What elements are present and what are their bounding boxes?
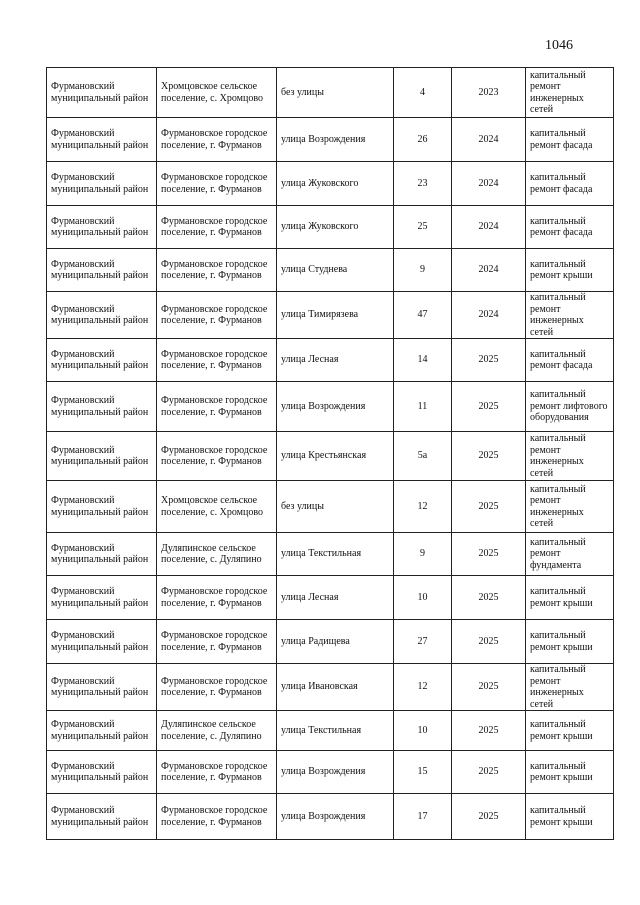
work-type-cell: капитальный ремонт крыши <box>526 711 614 751</box>
table-row <box>47 292 614 339</box>
work-type-cell: капитальный ремонт инженерных сетей <box>526 481 614 533</box>
work-type-cell: капитальный ремонт крыши <box>526 249 614 292</box>
district-cell: Фурмановский муниципальный район <box>47 249 157 292</box>
district-cell: Фурмановский муниципальный район <box>47 751 157 794</box>
settlement-cell: Фурмановское городское поселение, г. Фурманов <box>157 118 277 162</box>
work-type-cell: капитальный ремонт крыши <box>526 576 614 620</box>
street-cell: без улицы <box>277 481 394 533</box>
district-cell: Фурмановский муниципальный район <box>47 292 157 339</box>
work-type-cell: капитальный ремонт крыши <box>526 620 614 664</box>
house-number-cell: 11 <box>394 382 452 432</box>
district-cell: Фурмановский муниципальный район <box>47 481 157 533</box>
settlement-cell: Хромцовское сельское поселение, с. Хромцово <box>157 481 277 533</box>
work-type-cell: капитальный ремонт фасада <box>526 206 614 249</box>
table-row <box>47 206 614 249</box>
street-cell: улица Радищева <box>277 620 394 664</box>
year-cell: 2025 <box>452 432 526 481</box>
settlement-cell: Фурмановское городское поселение, г. Фурманов <box>157 620 277 664</box>
work-type-cell: капитальный ремонт фундамента <box>526 533 614 576</box>
settlement-cell: Фурмановское городское поселение, г. Фурманов <box>157 162 277 206</box>
district-cell: Фурмановский муниципальный район <box>47 206 157 249</box>
settlement-cell: Фурмановское городское поселение, г. Фурманов <box>157 751 277 794</box>
table-row <box>47 576 614 620</box>
house-number-cell: 10 <box>394 576 452 620</box>
housing-repair-table <box>46 67 614 840</box>
year-cell: 2025 <box>452 576 526 620</box>
house-number-cell: 26 <box>394 118 452 162</box>
year-cell: 2024 <box>452 206 526 249</box>
year-cell: 2025 <box>452 481 526 533</box>
house-number-cell: 5а <box>394 432 452 481</box>
work-type-cell: капитальный ремонт фасада <box>526 162 614 206</box>
settlement-cell: Фурмановское городское поселение, г. Фурманов <box>157 249 277 292</box>
street-cell: улица Возрождения <box>277 794 394 840</box>
year-cell: 2025 <box>452 620 526 664</box>
house-number-cell: 9 <box>394 249 452 292</box>
district-cell: Фурмановский муниципальный район <box>47 794 157 840</box>
work-type-cell: капитальный ремонт инженерных сетей <box>526 292 614 339</box>
district-cell: Фурмановский муниципальный район <box>47 339 157 382</box>
street-cell: улица Студнева <box>277 249 394 292</box>
street-cell: улица Возрождения <box>277 751 394 794</box>
street-cell: улица Возрождения <box>277 382 394 432</box>
house-number-cell: 9 <box>394 533 452 576</box>
year-cell: 2025 <box>452 339 526 382</box>
house-number-cell: 47 <box>394 292 452 339</box>
table-row <box>47 382 614 432</box>
settlement-cell: Фурмановское городское поселение, г. Фурманов <box>157 339 277 382</box>
work-type-cell: капитальный ремонт крыши <box>526 794 614 840</box>
house-number-cell: 25 <box>394 206 452 249</box>
table-row <box>47 664 614 711</box>
table-row <box>47 620 614 664</box>
street-cell: улица Крестьянская <box>277 432 394 481</box>
table-row <box>47 68 614 118</box>
year-cell: 2025 <box>452 751 526 794</box>
street-cell: улица Тимирязева <box>277 292 394 339</box>
district-cell: Фурмановский муниципальный район <box>47 382 157 432</box>
table-row <box>47 533 614 576</box>
year-cell: 2025 <box>452 382 526 432</box>
district-cell: Фурмановский муниципальный район <box>47 620 157 664</box>
street-cell: улица Ивановская <box>277 664 394 711</box>
settlement-cell: Дуляпинское сельское поселение, с. Дуляпино <box>157 711 277 751</box>
table-row <box>47 794 614 840</box>
street-cell: улица Лесная <box>277 576 394 620</box>
year-cell: 2023 <box>452 68 526 118</box>
settlement-cell: Дуляпинское сельское поселение, с. Дуляпино <box>157 533 277 576</box>
year-cell: 2025 <box>452 711 526 751</box>
table-row <box>47 339 614 382</box>
settlement-cell: Фурмановское городское поселение, г. Фурманов <box>157 292 277 339</box>
table-row <box>47 481 614 533</box>
year-cell: 2025 <box>452 533 526 576</box>
street-cell: без улицы <box>277 68 394 118</box>
work-type-cell: капитальный ремонт лифтового оборудования <box>526 382 614 432</box>
street-cell: улица Текстильная <box>277 711 394 751</box>
house-number-cell: 17 <box>394 794 452 840</box>
house-number-cell: 12 <box>394 481 452 533</box>
street-cell: улица Возрождения <box>277 118 394 162</box>
work-type-cell: капитальный ремонт крыши <box>526 751 614 794</box>
year-cell: 2024 <box>452 249 526 292</box>
table-row <box>47 751 614 794</box>
house-number-cell: 14 <box>394 339 452 382</box>
district-cell: Фурмановский муниципальный район <box>47 162 157 206</box>
year-cell: 2024 <box>452 118 526 162</box>
settlement-cell: Фурмановское городское поселение, г. Фурманов <box>157 576 277 620</box>
house-number-cell: 4 <box>394 68 452 118</box>
year-cell: 2025 <box>452 664 526 711</box>
table-row <box>47 711 614 751</box>
street-cell: улица Жуковского <box>277 206 394 249</box>
page-number: 1046 <box>545 38 573 53</box>
table-body <box>47 68 614 840</box>
district-cell: Фурмановский муниципальный район <box>47 118 157 162</box>
district-cell: Фурмановский муниципальный район <box>47 576 157 620</box>
street-cell: улица Лесная <box>277 339 394 382</box>
work-type-cell: капитальный ремонт инженерных сетей <box>526 432 614 481</box>
district-cell: Фурмановский муниципальный район <box>47 432 157 481</box>
house-number-cell: 15 <box>394 751 452 794</box>
year-cell: 2025 <box>452 794 526 840</box>
house-number-cell: 12 <box>394 664 452 711</box>
table-row <box>47 162 614 206</box>
district-cell: Фурмановский муниципальный район <box>47 68 157 118</box>
work-type-cell: капитальный ремонт фасада <box>526 339 614 382</box>
work-type-cell: капитальный ремонт инженерных сетей <box>526 664 614 711</box>
district-cell: Фурмановский муниципальный район <box>47 711 157 751</box>
house-number-cell: 10 <box>394 711 452 751</box>
table-row <box>47 118 614 162</box>
settlement-cell: Фурмановское городское поселение, г. Фурманов <box>157 664 277 711</box>
settlement-cell: Фурмановское городское поселение, г. Фурманов <box>157 382 277 432</box>
district-cell: Фурмановский муниципальный район <box>47 533 157 576</box>
settlement-cell: Хромцовское сельское поселение, с. Хромцово <box>157 68 277 118</box>
street-cell: улица Жуковского <box>277 162 394 206</box>
settlement-cell: Фурмановское городское поселение, г. Фурманов <box>157 206 277 249</box>
district-cell: Фурмановский муниципальный район <box>47 664 157 711</box>
settlement-cell: Фурмановское городское поселение, г. Фурманов <box>157 432 277 481</box>
table-row <box>47 249 614 292</box>
year-cell: 2024 <box>452 292 526 339</box>
work-type-cell: капитальный ремонт фасада <box>526 118 614 162</box>
table-row <box>47 432 614 481</box>
work-type-cell: капитальный ремонт инженерных сетей <box>526 68 614 118</box>
house-number-cell: 23 <box>394 162 452 206</box>
house-number-cell: 27 <box>394 620 452 664</box>
settlement-cell: Фурмановское городское поселение, г. Фурманов <box>157 794 277 840</box>
street-cell: улица Текстильная <box>277 533 394 576</box>
year-cell: 2024 <box>452 162 526 206</box>
